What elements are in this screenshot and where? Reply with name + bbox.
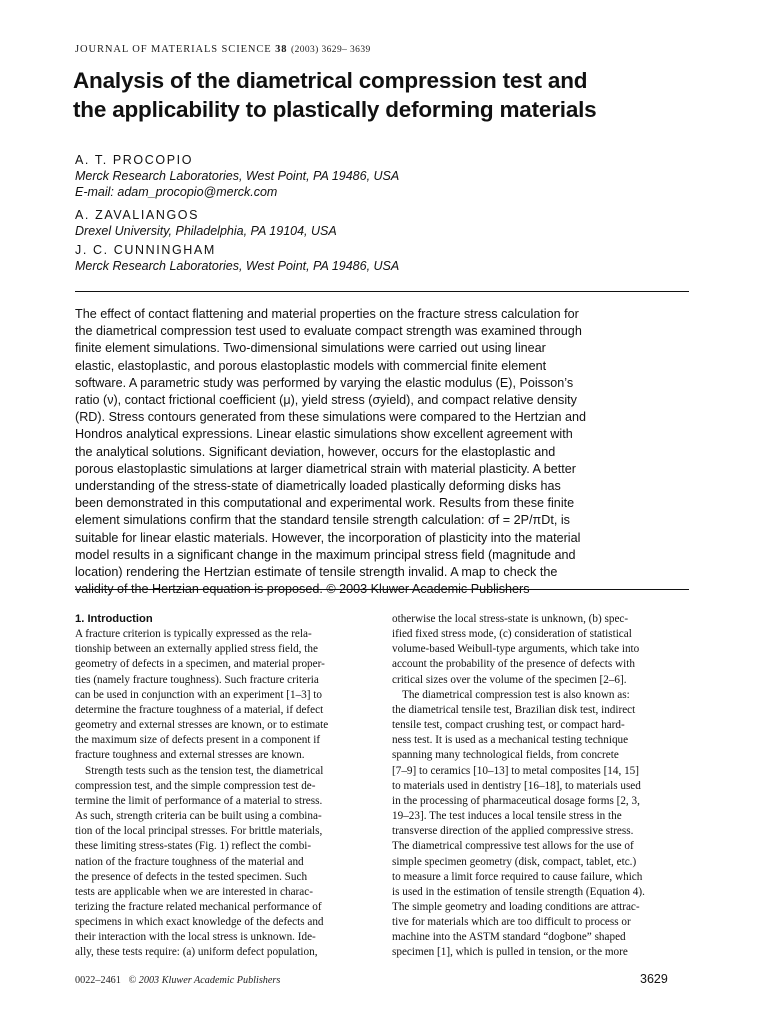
abstract-line: (RD). Stress contours generated from these simulations were compared to the Hertzian and	[75, 410, 586, 425]
journal-header	[75, 44, 371, 55]
body-text-line: machine into the ASTM standard “dogbone” shaped	[392, 931, 626, 944]
author-1	[75, 152, 695, 200]
abstract-line: the diametrical compression test used to evaluate compact strength was examined through	[75, 324, 582, 339]
body-text-line: fracture toughness and external stresses are known.	[75, 749, 305, 762]
abstract-bottom-rule	[75, 589, 689, 590]
body-text-line: tionship between an externally applied stress field, the	[75, 643, 318, 656]
body-text-line: to materials used in dentistry [16–18], to materials used	[392, 779, 641, 792]
author-3	[75, 242, 695, 274]
author-block	[75, 152, 695, 283]
author-name: A. T. PROCOPIO	[75, 153, 194, 167]
body-text-line: their interaction with the local stress is unknown. Ide-	[75, 931, 316, 944]
body-text-line: geometry and external stresses are known, or to estimate	[75, 719, 329, 732]
body-text-line: The diametrical compression test is also known as:	[402, 688, 630, 701]
body-text-line: these limiting stress-states (Fig. 1) reflect the combi-	[75, 840, 312, 853]
body-text-line: As such, strength criteria can be built using a combina-	[75, 810, 322, 823]
abstract-line: porous elastoplastic simulations at larger diametrical strain with material plasticity. A better	[75, 461, 576, 476]
body-text-line: the maximum size of defects present in a component if	[75, 734, 321, 747]
author-name: A. ZAVALIANGOS	[75, 208, 200, 222]
body-text-line: specimens in which exact knowledge of the defects and	[75, 916, 324, 929]
body-text-line: tensile test, compact crushing test, or compact hard-	[392, 719, 625, 732]
author-name: J. C. CUNNINGHAM	[75, 243, 216, 257]
abstract-line: the analytical solutions. Significant deviation, however, occurs for the elastoplastic and	[75, 444, 556, 459]
author-affiliation: Merck Research Laboratories, West Point, PA 19486, USA	[75, 259, 400, 273]
body-text-line: ties (namely fracture toughness). Such fracture criteria	[75, 673, 319, 686]
body-text-line: account the probability of the presence of defects with	[392, 658, 635, 671]
abstract-line: location) rendering the Hertzian estimate of tensile strength invalid. A map to check the	[75, 565, 558, 580]
footer-issn	[75, 975, 280, 986]
body-text-line: The simple geometry and loading conditions are attrac-	[392, 900, 640, 913]
body-text-line: A fracture criterion is typically expressed as the rela-	[75, 628, 312, 641]
body-text-line: tion of the local principal stresses. For brittle materials,	[75, 825, 323, 838]
right-column	[392, 612, 688, 961]
abstract-line: The effect of contact flattening and material properties on the fracture stress calculation for	[75, 307, 579, 321]
body-text-line: ally, these tests require: (a) uniform defect population,	[75, 946, 318, 959]
author-2	[75, 207, 695, 239]
body-text-line: determine the fracture toughness of a material, if defect	[75, 703, 324, 716]
title-line-1: Analysis of the diametrical compression test and	[73, 68, 588, 93]
abstract-line: software. A parametric study was performed by varying the elastic modulus (E), Poisson’s	[75, 375, 574, 390]
abstract	[75, 306, 695, 598]
body-text-line: terizing the fracture related mechanical performance of	[75, 900, 322, 913]
body-text-line: transverse direction of the applied compressive stress.	[392, 825, 634, 838]
body-text-line: nation of the fracture toughness of the material and	[75, 855, 304, 868]
body-text-line: spanning many technological fields, from concrete	[392, 749, 619, 762]
body-text-line: tests are applicable when we are interested in charac-	[75, 885, 313, 898]
body-text-line: compression test, and the simple compression test de-	[75, 779, 316, 792]
journal-name: JOURNAL OF MATERIALS SCIENCE	[75, 44, 272, 55]
abstract-line: suitable for linear elastic materials. However, the incorporation of plasticity into the material	[75, 530, 581, 545]
body-text-line: tive for materials which are too difficult to process or	[392, 916, 631, 929]
abstract-line: ratio (ν), contact frictional coefficient (μ), yield stress (σyield), and compact relative density	[75, 393, 577, 408]
body-text-line: ified fixed stress mode, (c) consideration of statistical	[392, 628, 632, 641]
abstract-line: finite element simulations. Two-dimensional simulations were carried out using linear	[75, 341, 546, 356]
author-affiliation: Drexel University, Philadelphia, PA 19104, USA	[75, 224, 337, 238]
body-text-line: [7–9] to ceramics [10–13] to metal composites [14, 15]	[392, 764, 639, 777]
title-line-2: the applicability to plastically deforming materials	[73, 97, 597, 122]
footer-copyright: © 2003 Kluwer Academic Publishers	[128, 975, 281, 986]
paper-title	[73, 66, 713, 124]
body-text-line: simple specimen geometry (disk, compact, tablet, etc.)	[392, 855, 637, 868]
abstract-line: element simulations confirm that the standard tensile strength calculation: σf = 2P/πDt, is	[75, 513, 570, 528]
issn: 0022–2461	[75, 975, 121, 986]
journal-year-pages: (2003) 3629– 3639	[291, 45, 371, 55]
body-text-line: termine the limit of performance of a material to stress.	[75, 794, 323, 807]
section-heading: 1. Introduction	[75, 613, 153, 625]
abstract-line: validity of the Hertzian equation is proposed. © 2003 Kluwer Academic Publishers	[75, 582, 530, 597]
author-affiliation: Merck Research Laboratories, West Point, PA 19486, USA	[75, 169, 400, 183]
body-text-line: 19–23]. The test induces a local tensile stress in the	[392, 810, 622, 823]
body-text-line: is used in the estimation of tensile strength (Equation 4).	[392, 885, 645, 898]
body-text-line: critical sizes over the volume of the specimen [2–6].	[392, 673, 627, 686]
body-text-line: to measure a limit force required to cause failure, which	[392, 870, 643, 883]
journal-volume: 38	[275, 44, 288, 55]
author-email: E-mail: adam_procopio@merck.com	[75, 185, 278, 199]
body-text-line: Strength tests such as the tension test, the diametrical	[85, 764, 324, 777]
body-text-line: otherwise the local stress-state is unknown, (b) spec-	[392, 613, 629, 625]
body-text-line: specimen [1], which is pulled in tension, or the more	[392, 946, 628, 959]
body-text-line: The diametrical compressive test allows for the use of	[392, 840, 634, 853]
body-text-line: ness test. It is used as a mechanical testing technique	[392, 734, 629, 747]
body-text-line: the diametrical tensile test, Brazilian disk test, indirect	[392, 703, 636, 716]
abstract-top-rule	[75, 291, 689, 292]
body-text-line: volume-based Weibull-type arguments, which take into	[392, 643, 640, 656]
abstract-line: model results in a significant change in the maximum principal stress field (magnitude and	[75, 547, 576, 562]
abstract-line: been demonstrated in this computational and experimental work. Results from these finite	[75, 496, 575, 511]
page-number: 3629	[640, 972, 668, 986]
body-text-line: in the processing of pharmaceutical dosage forms [2, 3,	[392, 794, 640, 807]
body-text-line: can be used in conjunction with an experiment [1–3] to	[75, 688, 322, 701]
abstract-line: understanding of the stress-state of diametrically loaded plastically deforming disks has	[75, 479, 561, 494]
body-text-line: geometry of defects in a specimen, and material proper-	[75, 658, 325, 671]
left-column	[75, 612, 371, 961]
abstract-line: elastic, elastoplastic, and porous elastoplastic models with commercial finite element	[75, 358, 547, 373]
abstract-line: Hondros analytical expressions. Linear elastic simulations show excellent agreement with	[75, 427, 573, 442]
body-text-line: the presence of defects in the tested specimen. Such	[75, 870, 308, 883]
